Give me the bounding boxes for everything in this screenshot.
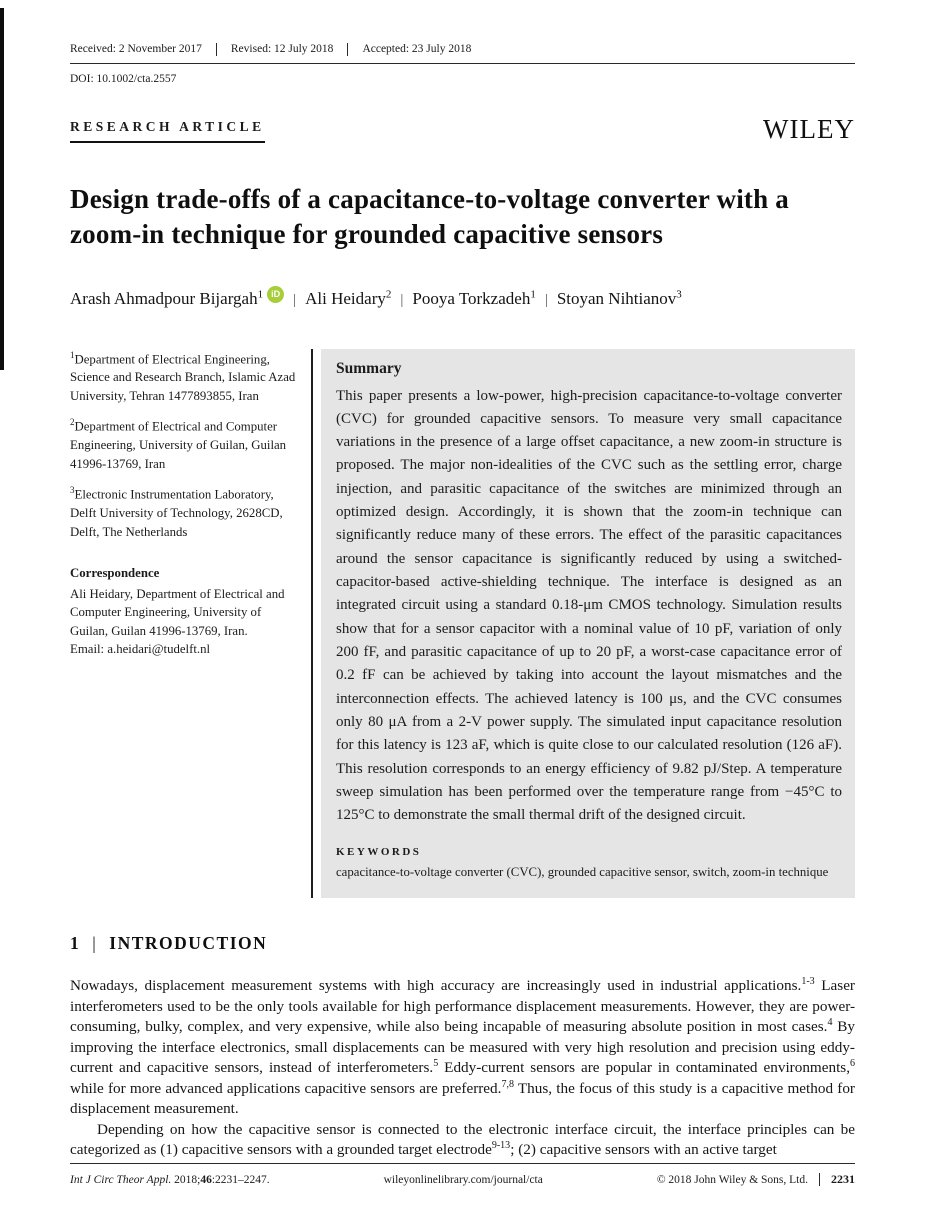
summary-box xyxy=(321,349,855,899)
ref-4[interactable]: 4 xyxy=(827,1017,833,1029)
intro-p1-text: Laser interferometers used to be the only tools available for high performance displacement measurements. However, they are power-consuming, bulky, complex, and very expensive, while also being incapable of measuring absolute position in most cases. xyxy=(70,977,855,1036)
author-separator: | xyxy=(544,291,548,308)
author-4 xyxy=(557,289,682,308)
copyright-notice: © 2018 John Wiley & Sons, Ltd. xyxy=(656,1174,808,1186)
citation-year: 2018; xyxy=(171,1174,201,1186)
correspondence-text xyxy=(70,585,301,659)
summary-heading: Summary xyxy=(336,359,402,377)
section-number: 1 xyxy=(70,933,81,954)
author-2-name: Ali Heidary xyxy=(305,288,386,308)
correspondence-address: Ali Heidary, Department of Electrical and Computer Engineering, University of Guilan, Guilan 41996-13769, Iran. xyxy=(70,586,285,638)
citation-volume: 46 xyxy=(200,1174,212,1186)
revised-date: Revised: 12 July 2018 xyxy=(217,43,349,56)
journal-abbreviation: Int J Circ Theor Appl. xyxy=(70,1174,172,1186)
intro-paragraph-1 xyxy=(70,976,855,1119)
author-2 xyxy=(305,289,391,308)
section-title: INTRODUCTION xyxy=(109,933,268,954)
intro-p1-text: By improving the interface electronics, small displacements can be measured with very high resolution and precision using eddy-current and capacitive sensors, instead of interferometers. xyxy=(70,1018,855,1077)
affiliation-2-mark: 2 xyxy=(70,417,75,428)
page-footer xyxy=(70,1163,855,1187)
correspondence-heading: Correspondence xyxy=(70,566,160,581)
author-4-affmark: 3 xyxy=(676,287,682,300)
citation-pages: :2231–2247. xyxy=(211,1174,270,1186)
article-history-bar xyxy=(70,43,855,64)
ref-5[interactable]: 5 xyxy=(433,1058,439,1070)
affiliation-1-text: Department of Electrical Engineering, Science and Research Branch, Islamic Azad University, Tehran 1477893855, Iran xyxy=(70,351,296,403)
footer-journal-url[interactable]: wileyonlinelibrary.com/journal/cta xyxy=(383,1174,543,1186)
intro-p2-text: Depending on how the capacitive sensor is connected to the electronic interface circuit, the interface principles can be categorized as (1) capacitive sensors with a grounded target electrode xyxy=(70,1120,855,1158)
authors-row xyxy=(70,286,855,309)
footer-copyright-group xyxy=(657,1172,855,1187)
intro-p1-text: Nowadays, displacement measurement systems with high accuracy are increasingly used in industrial applications. xyxy=(70,977,802,995)
author-1-name: Arash Ahmadpour Bijargah xyxy=(70,288,258,308)
author-1 xyxy=(70,289,263,308)
section-1-heading xyxy=(70,933,855,954)
ref-6[interactable]: 6 xyxy=(850,1058,855,1070)
keywords-text: capacitance-to-voltage converter (CVC), grounded capacitive sensor, switch, zoom-in technique xyxy=(336,865,829,880)
intro-p2-text: ; (2) capacitive sensors with an active target xyxy=(510,1140,777,1158)
intro-p1-text: Thus, the focus of this study is a capacitive method for displacement measurement. xyxy=(70,1079,855,1118)
author-4-name: Stoyan Nihtianov xyxy=(556,288,677,308)
affiliations-column xyxy=(70,349,301,899)
wiley-logo: WILEY xyxy=(763,113,855,144)
column-divider-rule xyxy=(311,349,313,899)
affiliation-2 xyxy=(70,416,301,473)
ref-7-8[interactable]: 7,8 xyxy=(501,1078,514,1090)
author-separator: | xyxy=(293,291,297,308)
article-type-label: RESEARCH ARTICLE xyxy=(70,119,265,143)
author-1-affmark: 1 xyxy=(257,287,264,300)
footer-citation xyxy=(70,1174,270,1186)
author-3-affmark: 1 xyxy=(530,287,536,300)
doi: DOI: 10.1002/cta.2557 xyxy=(70,72,177,85)
ref-9-13[interactable]: 9-13 xyxy=(491,1139,511,1151)
section-separator: | xyxy=(92,933,98,954)
author-2-affmark: 2 xyxy=(385,287,392,300)
affiliation-3 xyxy=(70,484,301,541)
footer-divider-rule xyxy=(819,1173,820,1186)
correspondence-email-line xyxy=(70,642,210,656)
affiliation-3-text: Electronic Instrumentation Laboratory, Delft University of Technology, 2628CD, Delft, The Netherlands xyxy=(70,487,283,539)
author-separator: | xyxy=(400,291,404,308)
ref-1-3[interactable]: 1-3 xyxy=(801,976,815,988)
page-edge-scan-artifact xyxy=(0,8,4,370)
author-3 xyxy=(412,289,535,308)
email-address[interactable]: a.heidari@tudelft.nl xyxy=(107,642,211,657)
affiliation-1-mark: 1 xyxy=(70,349,75,360)
affiliation-2-text: Department of Electrical and Computer Engineering, University of Guilan, Guilan 41996-13769, Iran xyxy=(70,419,287,471)
affiliation-1 xyxy=(70,349,301,406)
author-3-name: Pooya Torkzadeh xyxy=(412,288,531,308)
article-type-row xyxy=(70,113,855,144)
introduction-body xyxy=(70,976,855,1160)
email-label: Email: xyxy=(70,642,108,657)
affiliation-3-mark: 3 xyxy=(70,485,75,496)
keywords-heading: KEYWORDS xyxy=(336,846,422,859)
received-date: Received: 2 November 2017 xyxy=(70,43,217,56)
intro-paragraph-2 xyxy=(70,1120,855,1161)
summary-text: This paper presents a low-power, high-precision capacitance-to-voltage converter (CVC) for grounded capacitive sensors. To measure very small capacitance variations in the presence of a large offset capacitance, a new zoom-in structure is proposed. The major non-idealities of the CVC such as the settling error, charge injection, and parasitic capacitance of the switches are minimized through an optimized design. Accordingly, it is shown that the zoom-in technique can significantly reduce many of these errors. The effect of the parasitic capacitances around the sensor capacitance is significantly reduced by using a switched-capacitor-based active-shielding technique. The interface is designed as an integrated circuit using a standard 0.18-μm CMOS technology. Simulation results show that for a sensor capacitor with a nominal value of 10 pF, variation of only 200 fF, and parasitic capacitance of up to 20 pF, a worst-case capacitance error of 0.2 fF can be achieved by taking into account the layout mismatches and the interconnection effects. The achieved latency is 100 μs, and the CVC consumes only 80 μA from a 2-V power supply. The simulated input capacitance resolution for this latency is 123 aF, which is quite close to our calculated resolution (126 aF). This resolution corresponds to an energy efficiency of 9.82 pJ/Step. A temperature sweep simulation has been performed over the temperature range from −45°C to 125°C to demonstrate the small thermal drift of the designed circuit. xyxy=(336,387,842,824)
page-number: 2231 xyxy=(831,1172,855,1186)
orcid-icon[interactable]: iD xyxy=(267,286,284,303)
intro-p1-text: Eddy-current sensors are popular in contaminated environments, xyxy=(438,1059,850,1077)
accepted-date: Accepted: 23 July 2018 xyxy=(362,43,472,55)
paper-title: Design trade-offs of a capacitance-to-voltage converter with a zoom-in technique for grounded capacitive sensors xyxy=(70,183,789,250)
intro-p1-text: while for more advanced applications capacitive sensors are preferred. xyxy=(70,1079,502,1097)
front-matter-columns xyxy=(70,349,855,899)
